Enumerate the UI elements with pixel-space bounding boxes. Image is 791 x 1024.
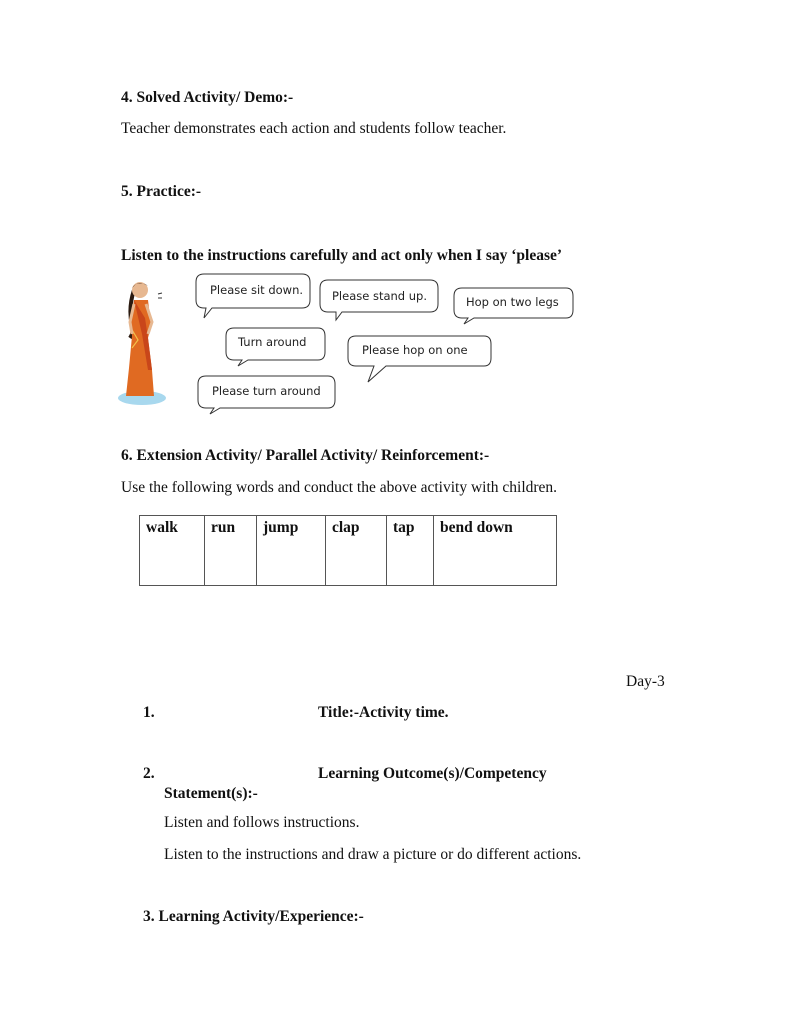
table-cell: jump — [257, 516, 326, 586]
section-4-heading: 4. Solved Activity/ Demo:- — [121, 89, 294, 106]
table-cell: clap — [326, 516, 387, 586]
bubble-text: Please sit down. — [210, 283, 304, 297]
section-6-heading: 6. Extension Activity/ Parallel Activity/ Reinforcement:- — [121, 447, 490, 464]
section-6-text: Use the following words and conduct the above activity with children. — [121, 479, 558, 496]
learning-outcome-line: Listen and follows instructions. — [164, 814, 360, 831]
speech-bubbles — [190, 270, 590, 415]
item-1-title: Title:-Activity time. — [318, 704, 449, 721]
table-cell: run — [205, 516, 257, 586]
table-cell: bend down — [434, 516, 557, 586]
bubble-text: Turn around — [238, 335, 307, 349]
item-2-title-continued: Statement(s):- — [164, 785, 258, 802]
item-2-title: Learning Outcome(s)/Competency — [318, 765, 547, 782]
item-2-number: 2. — [143, 765, 155, 782]
words-table — [139, 515, 557, 586]
bubble-text: Please stand up. — [332, 289, 428, 303]
speech-bubble — [196, 274, 310, 318]
speech-bubble — [320, 280, 438, 320]
section-5-heading: 5. Practice:- — [121, 183, 202, 200]
bubble-text: Please turn around — [212, 384, 321, 398]
speech-bubble — [454, 288, 573, 324]
teacher-illustration — [118, 278, 170, 406]
item-3-title: 3. Learning Activity/Experience:- — [143, 908, 364, 925]
bubble-text: Please hop on one — [362, 343, 468, 357]
bubble-text: Hop on two legs — [466, 295, 559, 309]
learning-outcome-line: Listen to the instructions and draw a picture or do different actions. — [164, 846, 582, 863]
table-cell: tap — [387, 516, 434, 586]
table-cell: walk — [140, 516, 205, 586]
table-row — [140, 516, 557, 586]
practice-instruction: Listen to the instructions carefully and act only when I say ‘please’ — [121, 247, 563, 264]
day-label: Day-3 — [626, 673, 665, 690]
speech-bubble — [226, 328, 325, 366]
speech-bubble — [348, 336, 491, 382]
item-1-number: 1. — [143, 704, 155, 721]
speech-bubble — [198, 376, 335, 414]
section-4-text: Teacher demonstrates each action and students follow teacher. — [121, 120, 507, 137]
